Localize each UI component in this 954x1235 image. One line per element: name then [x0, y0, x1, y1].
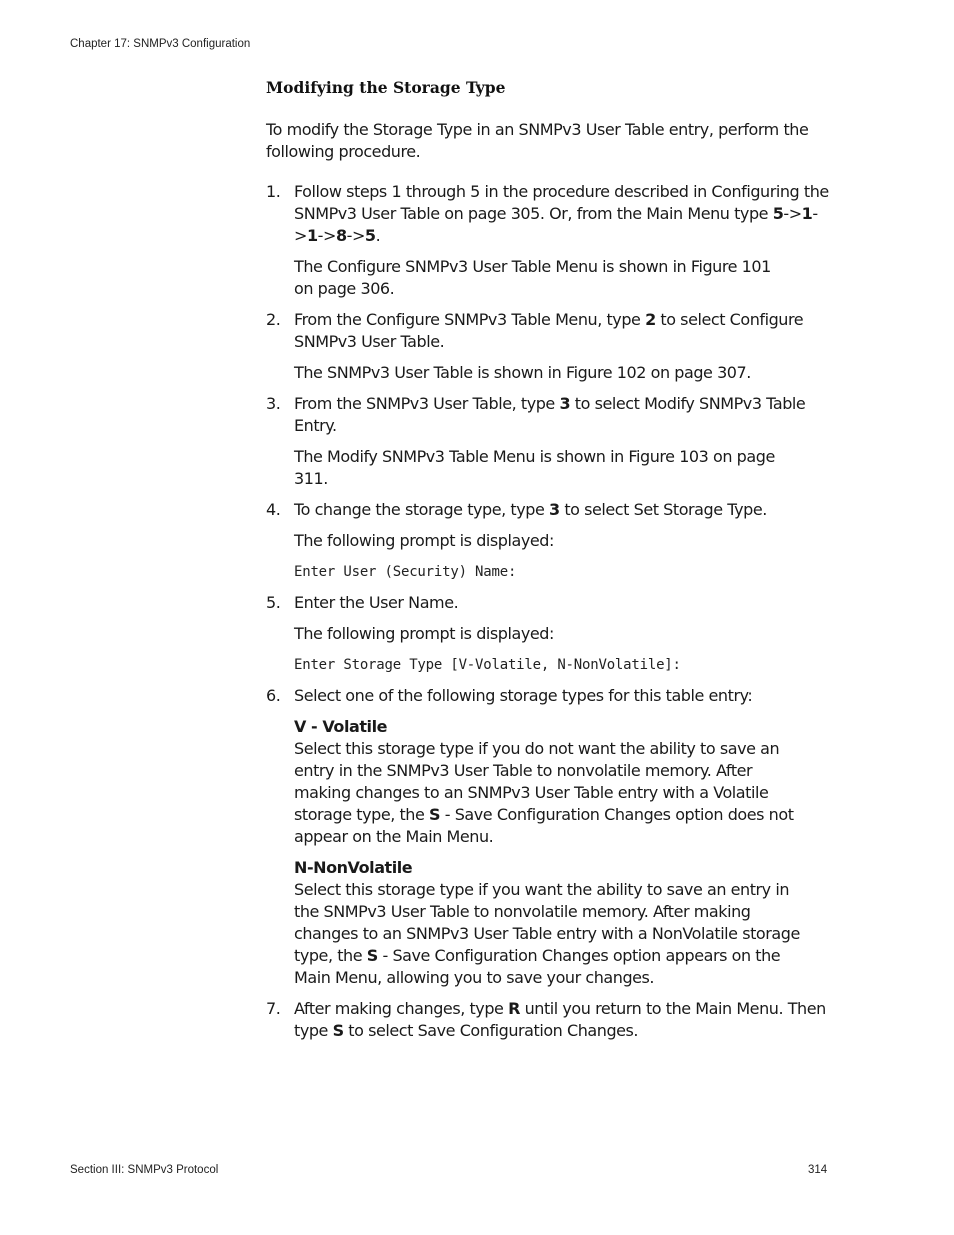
step-1: [266, 181, 836, 300]
key: S: [366, 946, 378, 965]
step-number: 2.: [266, 310, 281, 329]
step-text: From the SNMPv3 User Table, type 3 to select Modify SNMPv3 Table Entry.: [294, 394, 806, 435]
key: 1: [801, 204, 813, 223]
running-header: Chapter 17: SNMPv3 Configuration: [70, 38, 251, 50]
step-number: 3.: [266, 394, 281, 413]
step-text: Select one of the following storage types for this table entry:: [294, 686, 753, 705]
step-7: [266, 998, 836, 1042]
step-text: From the Configure SNMPv3 Table Menu, type 2 to select Configure SNMPv3 User Table.: [294, 310, 804, 351]
key: S: [429, 805, 441, 824]
option-volatile: [294, 716, 804, 848]
prompt-code: Enter Storage Type [V-Volatile, N-NonVolatile]:: [294, 657, 681, 673]
step-number: 1.: [266, 182, 281, 201]
step-2: [266, 309, 836, 384]
step-number: 4.: [266, 500, 281, 519]
running-footer-section: Section III: SNMPv3 Protocol: [70, 1164, 219, 1176]
step-text: Enter the User Name.: [294, 593, 459, 612]
key: 2: [645, 310, 656, 329]
key: R: [508, 999, 520, 1018]
step-6: [266, 685, 836, 989]
step-text: Follow steps 1 through 5 in the procedure described in Configuring the SNMPv3 User Table on page 305. Or, from the Main Menu type 5->1->1->8->5.: [294, 182, 829, 245]
key: S: [332, 1021, 344, 1040]
step-note: The following prompt is displayed:: [294, 531, 554, 550]
key: 5: [364, 226, 376, 245]
step-number: 6.: [266, 686, 281, 705]
option-nonvolatile: [294, 857, 804, 989]
step-5: [266, 592, 836, 676]
step-number: 5.: [266, 593, 281, 612]
key: 5: [772, 204, 784, 223]
intro-paragraph: To modify the Storage Type in an SNMPv3 User Table entry, perform the following procedure.: [266, 120, 809, 161]
step-note: The SNMPv3 User Table is shown in Figure 102 on page 307.: [294, 363, 751, 382]
option-description: Select this storage type if you want the ability to save an entry in the SNMPv3 User Table to nonvolatile memory. After making changes to an SNMPv3 User Table entry with a NonVolatile storage type, the S - Save Configuration Changes option appears on the Main Menu, allowing you to save your changes.: [294, 880, 800, 987]
procedure-list: [266, 181, 836, 1051]
step-note: The Configure SNMPv3 User Table Menu is shown in Figure 101 on page 306.: [294, 257, 771, 298]
option-term: V - Volatile: [294, 717, 388, 736]
key: 8: [335, 226, 347, 245]
key: 3: [559, 394, 571, 413]
key: 1: [306, 226, 318, 245]
key: 3: [549, 500, 560, 519]
option-term: N-NonVolatile: [294, 858, 413, 877]
step-4: [266, 499, 836, 583]
step-3: [266, 393, 836, 490]
step-note: The Modify SNMPv3 Table Menu is shown in Figure 103 on page 311.: [294, 447, 775, 488]
section-title: Modifying the Storage Type: [266, 78, 506, 97]
option-description: Select this storage type if you do not want the ability to save an entry in the SNMPv3 User Table to nonvolatile memory. After making changes to an SNMPv3 User Table entry with a Volatile storage type, the S - Save Configuration Changes option does not appear on the Main Menu.: [294, 739, 794, 846]
step-text: To change the storage type, type 3 to select Set Storage Type.: [294, 500, 767, 519]
step-note: The following prompt is displayed:: [294, 624, 554, 643]
page-number: 314: [808, 1164, 828, 1176]
step-text: After making changes, type R until you return to the Main Menu. Then type S to select Save Configuration Changes.: [294, 999, 826, 1040]
step-number: 7.: [266, 999, 281, 1018]
prompt-code: Enter User (Security) Name:: [294, 564, 517, 580]
